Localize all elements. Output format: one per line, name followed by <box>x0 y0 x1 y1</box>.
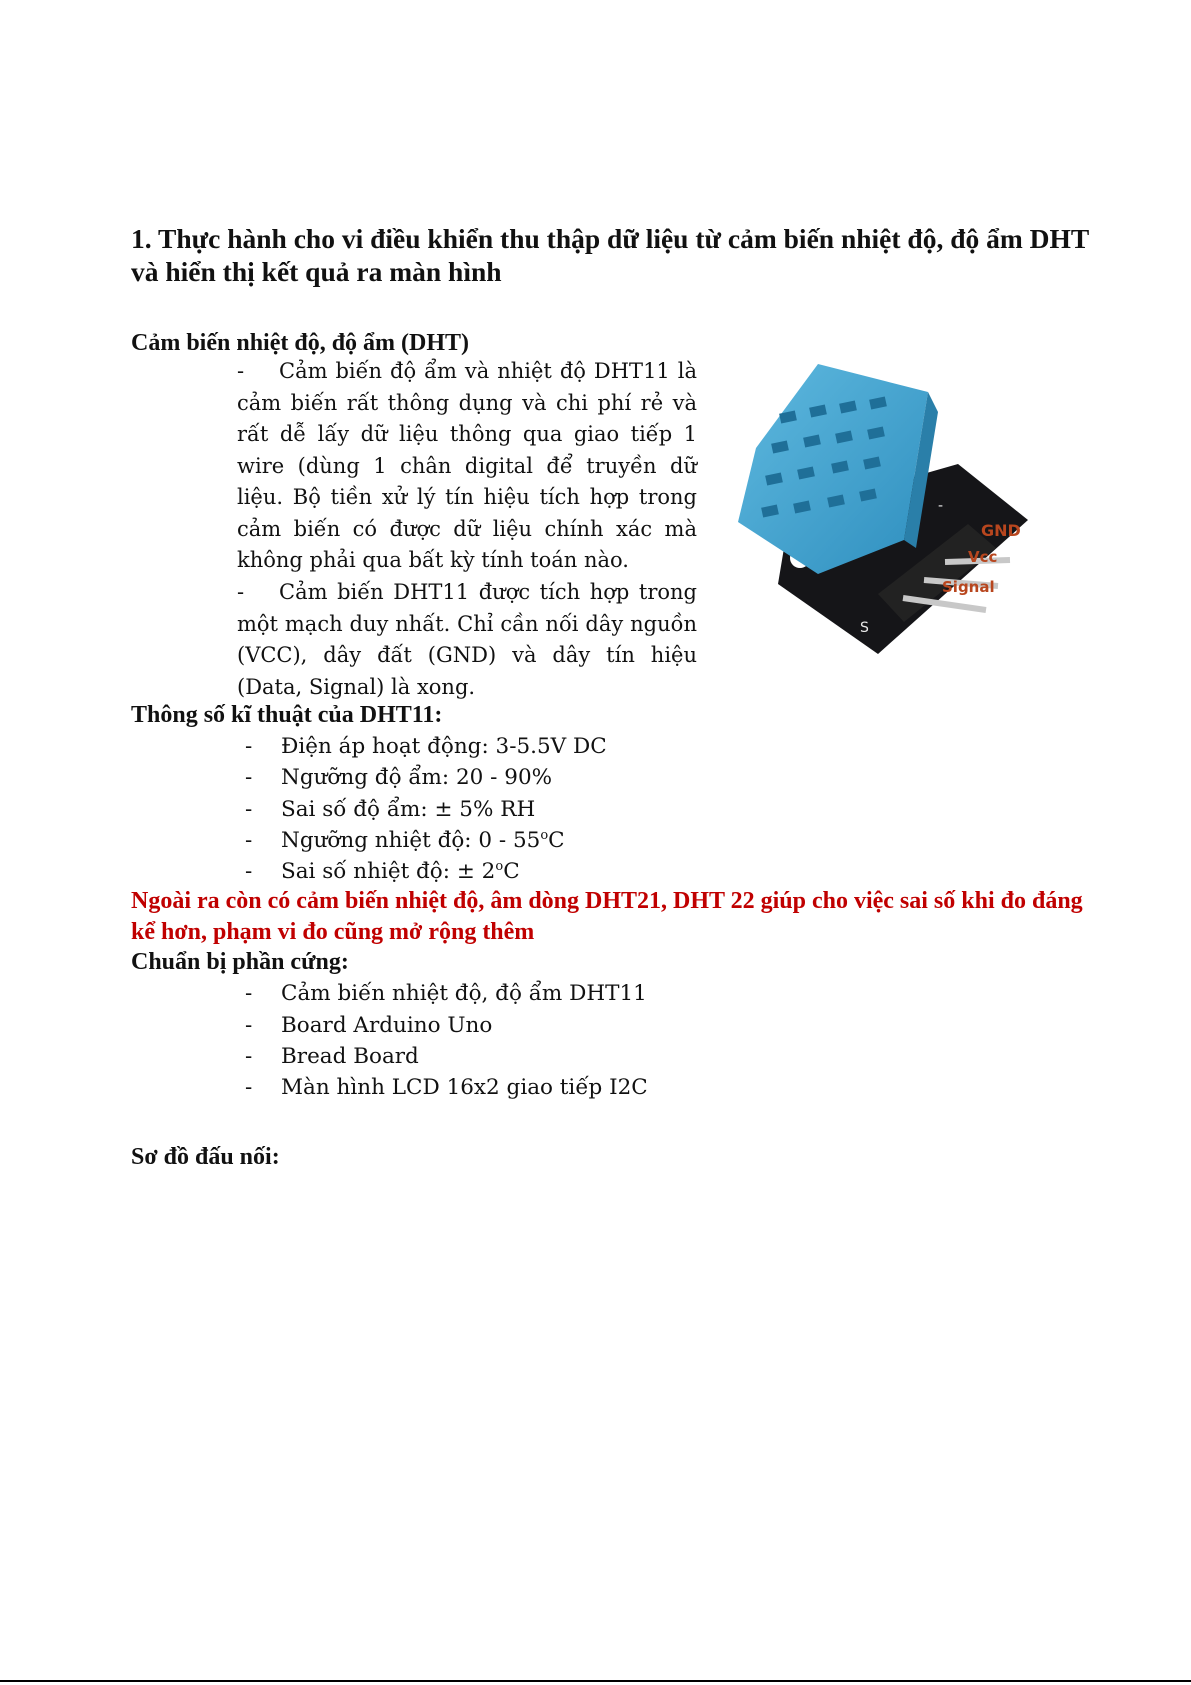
list-dash: - <box>245 765 253 790</box>
list-dash: - <box>245 1013 253 1038</box>
list-dash: - <box>245 797 253 822</box>
list-dash: - <box>245 859 253 884</box>
list-dash: - <box>237 580 245 604</box>
spec-temperature-range: - Ngưỡng nhiệt độ: 0 - 55$^o$C <box>245 825 565 856</box>
hardware-item: - Board Arduino Uno <box>245 1010 492 1041</box>
sensor-paragraph-2 <box>237 577 697 703</box>
list-dash: - <box>245 981 253 1006</box>
hardware-heading: Chuẩn bị phần cứng: <box>131 949 349 975</box>
spec-humidity-error: - Sai số độ ẩm: ± 5% RH <box>245 794 535 825</box>
spec-temperature-error: - Sai số nhiệt độ: ± $2^oC$ <box>245 856 520 887</box>
list-dash: - <box>245 1044 253 1069</box>
section-title: 1. Thực hành cho vi điều khiển thu thập dữ liệu từ cảm biến nhiệt độ, độ ẩm DHT và hiển thị kết quả ra màn hình <box>131 223 1089 287</box>
list-dash: - <box>245 734 253 759</box>
page-bottom-rule <box>0 1680 1191 1682</box>
sensor-heading: Cảm biến nhiệt độ, độ ẩm (DHT) <box>131 330 470 356</box>
board-label-s: S <box>860 620 869 636</box>
paragraph-text: Cảm biến độ ẩm và nhiệt độ DHT11 là cảm biến rất thông dụng và chi phí rẻ và rất dễ lấy dữ liệu thông qua giao tiếp 1 wire (dùng 1 chân digital để truyền dữ liệu. Bộ tiền xử lý tín hiệu tích hợp trong cảm biến có được dữ liệu chính xác mà không phải qua bất kỳ tính toán nào. <box>237 359 697 572</box>
pin-label-vcc: Vcc <box>968 548 998 566</box>
specs-heading: Thông số kĩ thuật của DHT11: <box>131 702 443 728</box>
sensor-paragraph-1 <box>237 356 697 577</box>
dht21-dht22-note: Ngoài ra còn có cảm biến nhiệt độ, âm dòng DHT21, DHT 22 giúp cho việc sai số khi đo đáng kể hơn, phạm vi đo cũng mở rộng thêm <box>131 888 1083 945</box>
wiring-heading: Sơ đồ đấu nối: <box>131 1144 280 1170</box>
spec-humidity-range: - Ngưỡng độ ẩm: 20 - 90% <box>245 762 552 793</box>
board-label-minus: - <box>938 498 944 514</box>
list-dash: - <box>245 828 253 853</box>
paragraph-text: Cảm biến DHT11 được tích hợp trong một mạch duy nhất. Chỉ cần nối dây nguồn (VCC), dây đất (GND) và dây tín hiệu (Data, Signal) là xong. <box>237 580 697 699</box>
hardware-item: - Màn hình LCD 16x2 giao tiếp I2C <box>245 1072 648 1103</box>
dht11-module-image <box>728 352 1098 682</box>
list-dash: - <box>237 359 245 383</box>
spec-voltage: - Điện áp hoạt động: 3-5.5V DC <box>245 731 607 762</box>
hardware-item: - Bread Board <box>245 1041 419 1072</box>
pin-label-signal: Signal <box>942 578 995 596</box>
hardware-item: - Cảm biến nhiệt độ, độ ẩm DHT11 <box>245 978 647 1009</box>
list-dash: - <box>245 1075 253 1100</box>
pin-label-gnd: GND <box>981 521 1021 540</box>
